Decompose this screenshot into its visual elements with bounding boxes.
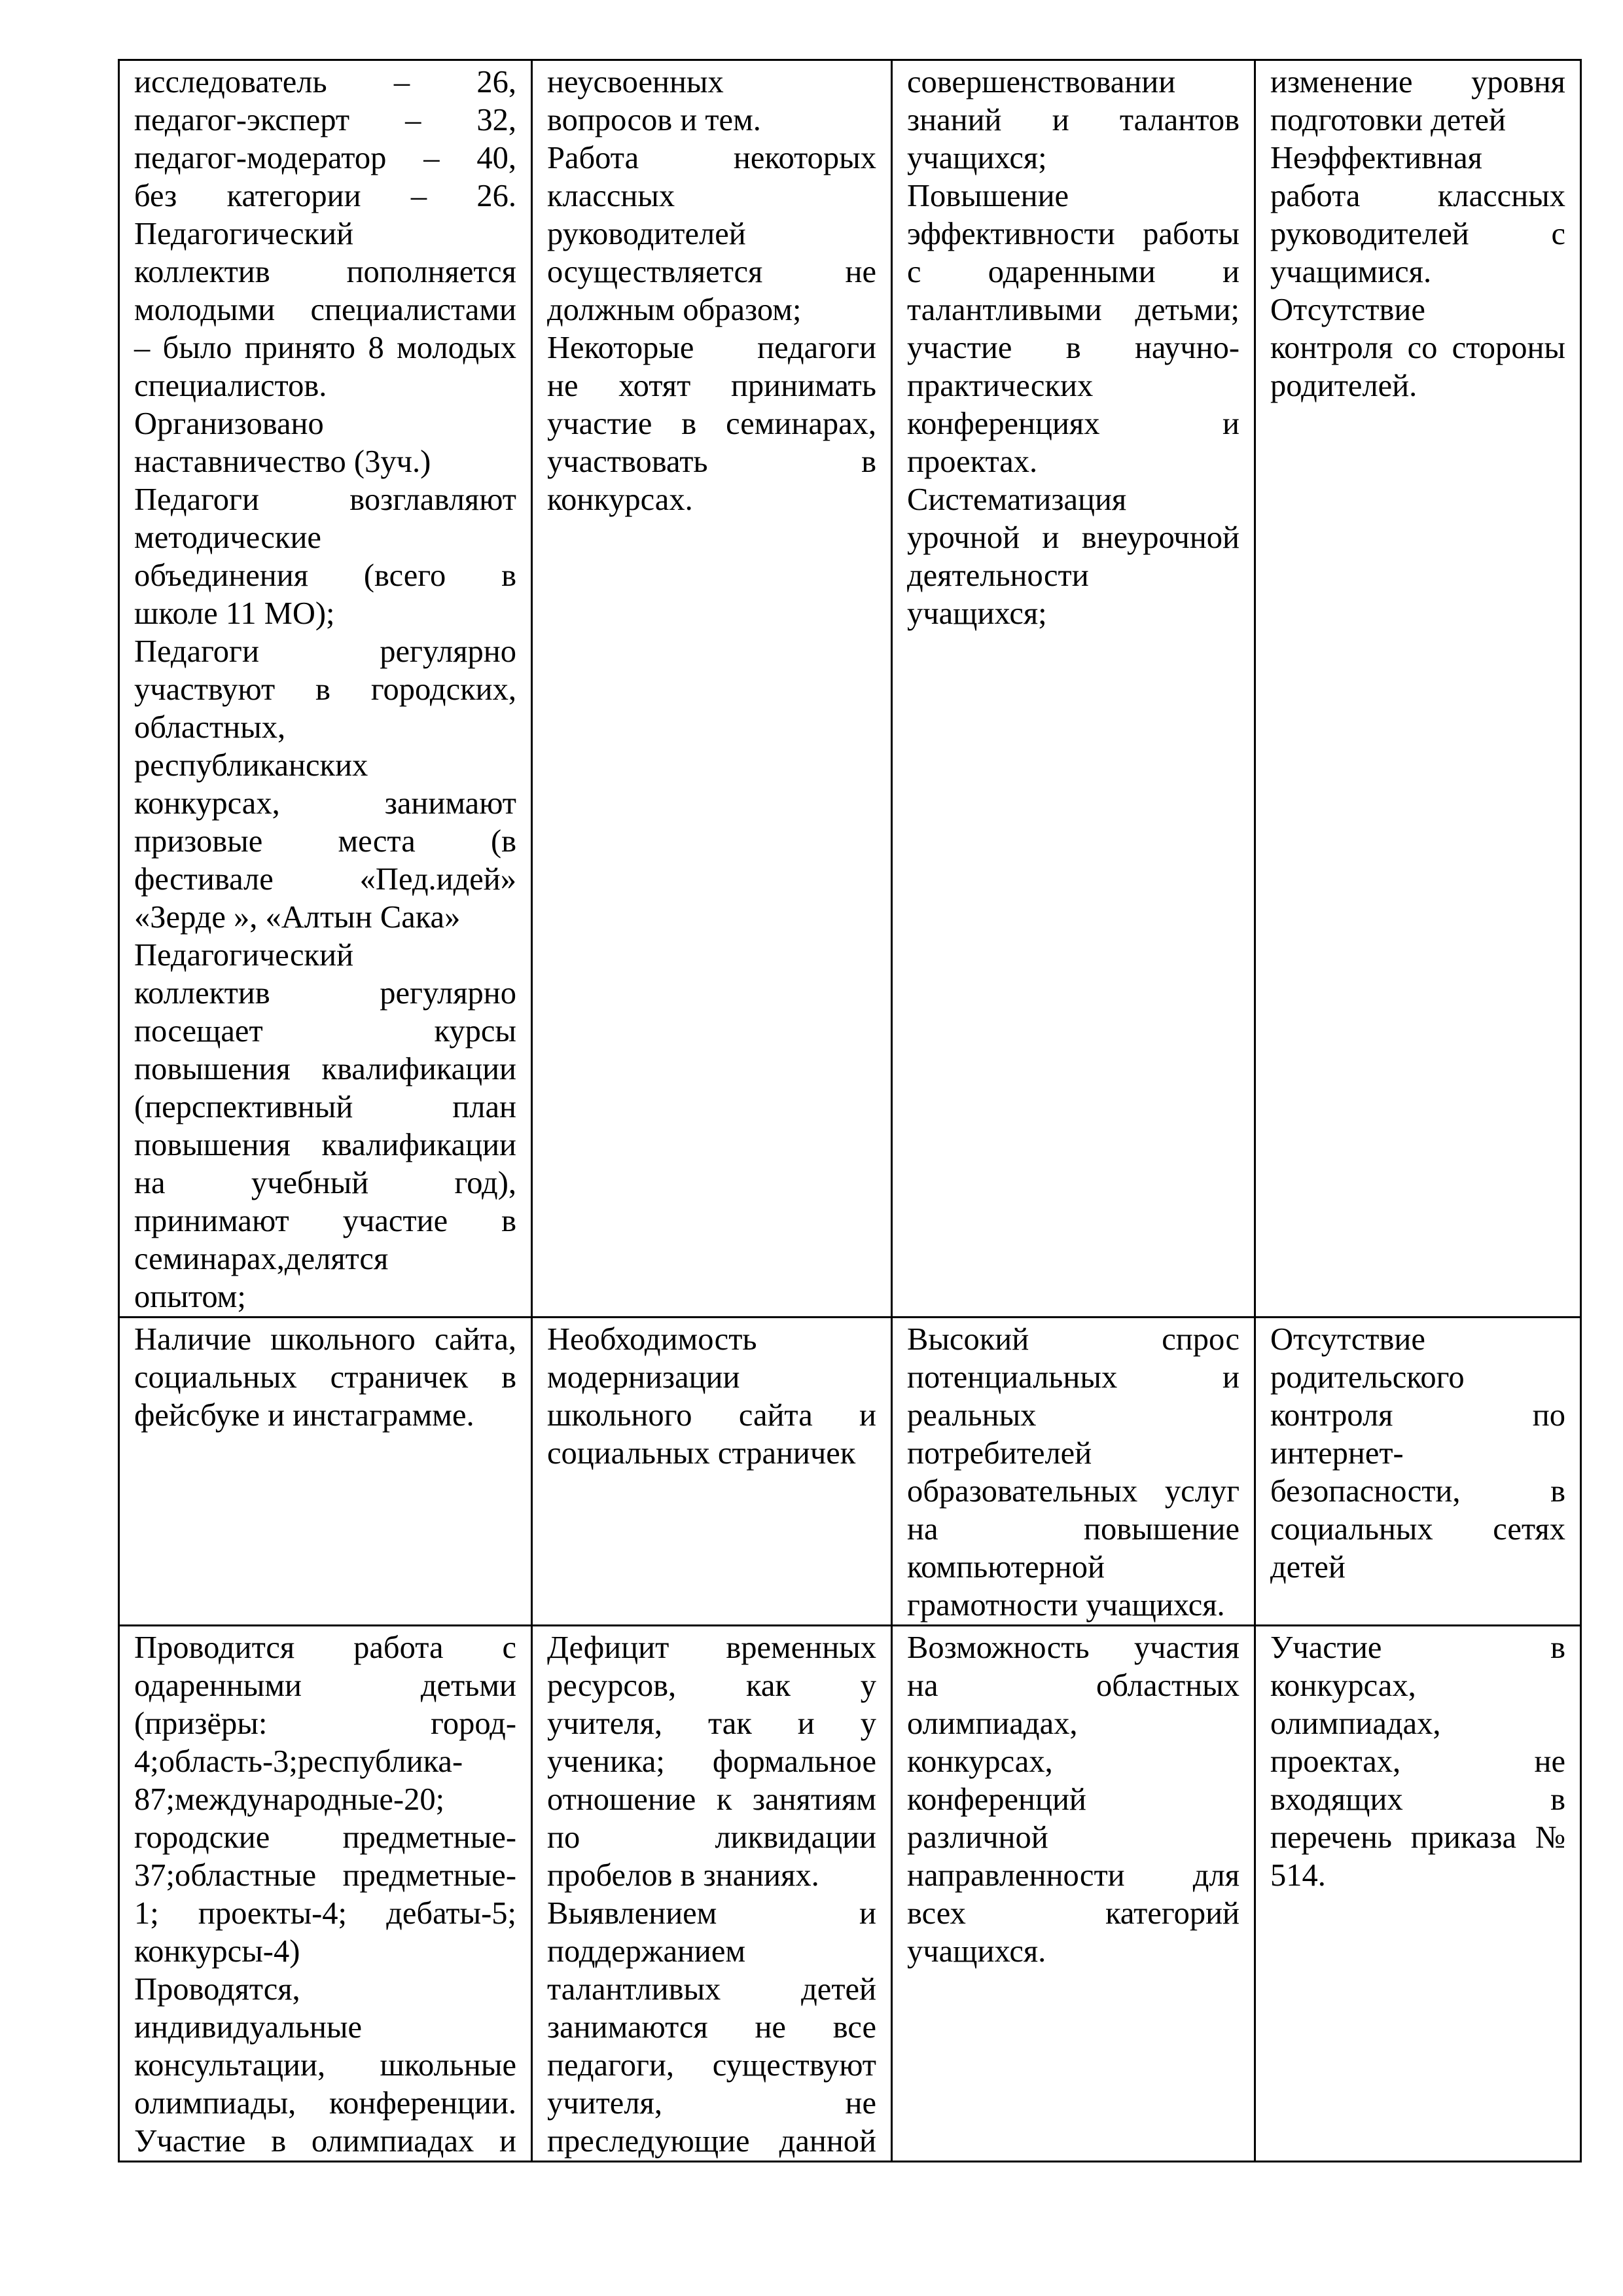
cell-text-line: конкурсах, xyxy=(907,1744,1053,1779)
cell-text-line: участие в семинарах, xyxy=(547,406,876,441)
cell-text-line: индивидуальные xyxy=(134,2010,363,2045)
cell-text-line: областных, xyxy=(134,710,286,745)
cell-text-line: республиканских xyxy=(134,748,368,783)
cell-text-line: детей xyxy=(1270,1550,1346,1585)
cell-text-line: безопасности, в xyxy=(1270,1474,1565,1509)
cell-text-line: Педагоги возглавляют xyxy=(134,482,516,517)
cell-text-line: Возможность участия xyxy=(907,1630,1240,1665)
cell-text-line: талантливыми детьми; xyxy=(907,293,1240,327)
cell-text-line: 1; проекты-4; дебаты-5; xyxy=(134,1896,516,1931)
cell-text-line: модернизации xyxy=(547,1360,740,1395)
cell-text-line: Работа некоторых xyxy=(547,141,876,175)
cell-text-line: работа классных xyxy=(1270,179,1565,213)
cell-text-line: потенциальных и xyxy=(907,1360,1240,1395)
cell-text-line: фейсбуке и инстаграмме. xyxy=(134,1398,474,1433)
cell-text-line: без категории – 26. xyxy=(134,179,516,213)
table-cell xyxy=(892,1318,1255,1626)
table-cell xyxy=(1255,1626,1581,2162)
cell-text-line: деятельности xyxy=(907,558,1089,593)
cell-text-line: Необходимость xyxy=(547,1322,757,1357)
cell-text-line: исследователь – 26, xyxy=(134,65,516,99)
cell-text-line: Участие в олимпиадах и xyxy=(134,2124,516,2159)
cell-text-line: Наличие школьного сайта, xyxy=(134,1322,516,1357)
cell-text-line: грамотности учащихся. xyxy=(907,1588,1225,1623)
cell-text-line: Повышение xyxy=(907,179,1069,213)
cell-text-line: должным образом; xyxy=(547,293,802,327)
cell-text-line: образовательных услуг xyxy=(907,1474,1240,1509)
cell-text-line: (призёры: город- xyxy=(134,1706,516,1741)
cell-text-line: занимаются не все xyxy=(547,2010,876,2045)
cell-text-line: Отсутствие xyxy=(1270,293,1425,327)
cell-text-line: осуществляется не xyxy=(547,255,876,289)
cell-text-line: повышения квалификации xyxy=(134,1052,516,1086)
cell-text-line: – было принято 8 молодых xyxy=(134,331,516,365)
table-row xyxy=(119,60,1581,1318)
table-cell xyxy=(119,60,532,1318)
cell-text-line: направленности для xyxy=(907,1858,1240,1893)
cell-text-line: Организовано xyxy=(134,406,324,441)
cell-text-line: отношение к занятиям xyxy=(547,1782,876,1817)
cell-text-line: конкурсах, xyxy=(1270,1668,1416,1703)
cell-text-line: олимпиадах, xyxy=(907,1706,1078,1741)
cell-text-line: методические xyxy=(134,520,321,555)
cell-text-line: участвовать в xyxy=(547,444,876,479)
table-cell xyxy=(532,1626,892,2162)
cell-text-line: городские предметные- xyxy=(134,1820,516,1855)
cell-text-line: 87;международные-20; xyxy=(134,1782,445,1817)
cell-text-line: родительского xyxy=(1270,1360,1465,1395)
cell-text-line: педагог-эксперт – 32, xyxy=(134,103,516,137)
cell-text-line: конкурсах, занимают xyxy=(134,786,516,821)
cell-text-line: повышения квалификации xyxy=(134,1128,516,1162)
cell-text-line: Проводится работа с xyxy=(134,1630,516,1665)
table-cell xyxy=(532,1318,892,1626)
cell-text-line: учащихся. xyxy=(907,1934,1046,1969)
cell-text-line: классных xyxy=(547,179,675,213)
cell-text-line: с одаренными и xyxy=(907,255,1240,289)
cell-text-line: конференциях и xyxy=(907,406,1240,441)
cell-text-line: 514. xyxy=(1270,1858,1326,1893)
cell-text-line: изменение уровня xyxy=(1270,65,1565,99)
cell-text-line: поддержанием xyxy=(547,1934,746,1969)
cell-text-line: проектах, не xyxy=(1270,1744,1565,1779)
cell-text-line: компьютерной xyxy=(907,1550,1105,1585)
cell-text-line: фестивале «Пед.идей» xyxy=(134,862,516,897)
table-row xyxy=(119,1318,1581,1626)
cell-text-line: педагог-модератор – 40, xyxy=(134,141,516,175)
cell-text-line: принимают участие в xyxy=(134,1204,516,1238)
cell-text-line: входящих в xyxy=(1270,1782,1565,1817)
cell-text-line: 37;областные предметные- xyxy=(134,1858,516,1893)
table-cell xyxy=(1255,1318,1581,1626)
cell-text-line: подготовки детей xyxy=(1270,103,1507,137)
cell-text-line: конкурсы-4) xyxy=(134,1934,300,1969)
cell-text-line: Систематизация xyxy=(907,482,1127,517)
cell-text-line: консультации, школьные xyxy=(134,2048,516,2083)
cell-text-line: контроля со стороны xyxy=(1270,331,1565,365)
cell-text-line: олимпиадах, xyxy=(1270,1706,1441,1741)
cell-text-line: различной xyxy=(907,1820,1048,1855)
cell-text-line: всех категорий xyxy=(907,1896,1240,1931)
cell-text-line: молодыми специалистами xyxy=(134,293,516,327)
cell-text-line: Отсутствие xyxy=(1270,1322,1425,1357)
swot-table xyxy=(118,59,1582,2162)
cell-text-line: Проводятся, xyxy=(134,1972,300,2007)
cell-text-line: посещает курсы xyxy=(134,1014,516,1049)
cell-text-line: потребителей xyxy=(907,1436,1092,1471)
cell-text-line: на повышение xyxy=(907,1512,1240,1547)
cell-text-line: совершенствовании xyxy=(907,65,1176,99)
cell-text-line: коллектив регулярно xyxy=(134,976,516,1011)
table-row xyxy=(119,1626,1581,2162)
cell-text-line: перечень приказа № xyxy=(1270,1820,1565,1855)
cell-text-line: учащимися. xyxy=(1270,255,1432,289)
cell-text-line: на областных xyxy=(907,1668,1240,1703)
cell-text-line: ресурсов, как у xyxy=(547,1668,876,1703)
cell-text-line: проектах. xyxy=(907,444,1038,479)
cell-text-line: учащихся; xyxy=(907,141,1047,175)
cell-text-line: конференций xyxy=(907,1782,1086,1817)
cell-text-line: руководителей с xyxy=(1270,217,1565,251)
cell-text-line: олимпиады, конференции. xyxy=(134,2086,516,2121)
cell-text-line: по ликвидации xyxy=(547,1820,876,1855)
table-cell xyxy=(892,1626,1255,2162)
cell-text-line: пробелов в знаниях. xyxy=(547,1858,819,1893)
cell-text-line: семинарах,делятся xyxy=(134,1242,389,1276)
cell-text-line: опытом; xyxy=(134,1280,246,1314)
cell-text-line: интернет- xyxy=(1270,1436,1404,1471)
cell-text-line: социальных страничек в xyxy=(134,1360,516,1395)
cell-text-line: реальных xyxy=(907,1398,1037,1433)
cell-text-line: ученика; формальное xyxy=(547,1744,876,1779)
cell-text-line: Выявлением и xyxy=(547,1896,876,1931)
cell-text-line: социальных страничек xyxy=(547,1436,856,1471)
cell-text-line: Педагогический xyxy=(134,938,354,973)
cell-text-line: призовые места (в xyxy=(134,824,516,859)
table-cell xyxy=(532,60,892,1318)
cell-text-line: учащихся; xyxy=(907,596,1047,631)
cell-text-line: преследующие данной xyxy=(547,2124,876,2159)
cell-text-line: учителя, так и у xyxy=(547,1706,876,1741)
cell-text-line: неусвоенных xyxy=(547,65,724,99)
cell-text-line: эффективности работы xyxy=(907,217,1240,251)
table-cell xyxy=(119,1626,532,2162)
cell-text-line: Педагогический xyxy=(134,217,354,251)
cell-text-line: конкурсах. xyxy=(547,482,693,517)
cell-text-line: наставничество (3уч.) xyxy=(134,444,431,479)
cell-text-line: контроля по xyxy=(1270,1398,1565,1433)
cell-text-line: знаний и талантов xyxy=(907,103,1240,137)
cell-text-line: Дефицит временных xyxy=(547,1630,876,1665)
table-cell xyxy=(119,1318,532,1626)
cell-text-line: талантливых детей xyxy=(547,1972,876,2007)
cell-text-line: родителей. xyxy=(1270,368,1418,403)
cell-text-line: практических xyxy=(907,368,1094,403)
cell-text-line: социальных сетях xyxy=(1270,1512,1565,1547)
cell-text-line: на учебный год), xyxy=(134,1166,516,1200)
cell-text-line: Некоторые педагоги xyxy=(547,331,876,365)
cell-text-line: Участие в xyxy=(1270,1630,1565,1665)
table-cell xyxy=(1255,60,1581,1318)
cell-text-line: участвуют в городских, xyxy=(134,672,516,707)
cell-text-line: урочной и внеурочной xyxy=(907,520,1240,555)
cell-text-line: (перспективный план xyxy=(134,1090,516,1124)
cell-text-line: руководителей xyxy=(547,217,746,251)
cell-text-line: специалистов. xyxy=(134,368,327,403)
cell-text-line: не хотят принимать xyxy=(547,368,876,403)
cell-text-line: педагоги, существуют xyxy=(547,2048,876,2083)
cell-text-line: коллектив пополняется xyxy=(134,255,516,289)
cell-text-line: объединения (всего в xyxy=(134,558,516,593)
cell-text-line: 4;область-3;республика- xyxy=(134,1744,463,1779)
cell-text-line: Педагоги регулярно xyxy=(134,634,516,669)
cell-text-line: одаренными детьми xyxy=(134,1668,516,1703)
cell-text-line: Неэффективная xyxy=(1270,141,1482,175)
cell-text-line: учителя, не xyxy=(547,2086,876,2121)
cell-text-line: участие в научно- xyxy=(907,331,1240,365)
cell-text-line: вопросов и тем. xyxy=(547,103,761,137)
cell-text-line: «Зерде », «Алтын Сака» xyxy=(134,900,461,935)
table-cell xyxy=(892,60,1255,1318)
cell-text-line: Высокий спрос xyxy=(907,1322,1240,1357)
cell-text-line: школе 11 МО); xyxy=(134,596,335,631)
cell-text-line: школьного сайта и xyxy=(547,1398,876,1433)
